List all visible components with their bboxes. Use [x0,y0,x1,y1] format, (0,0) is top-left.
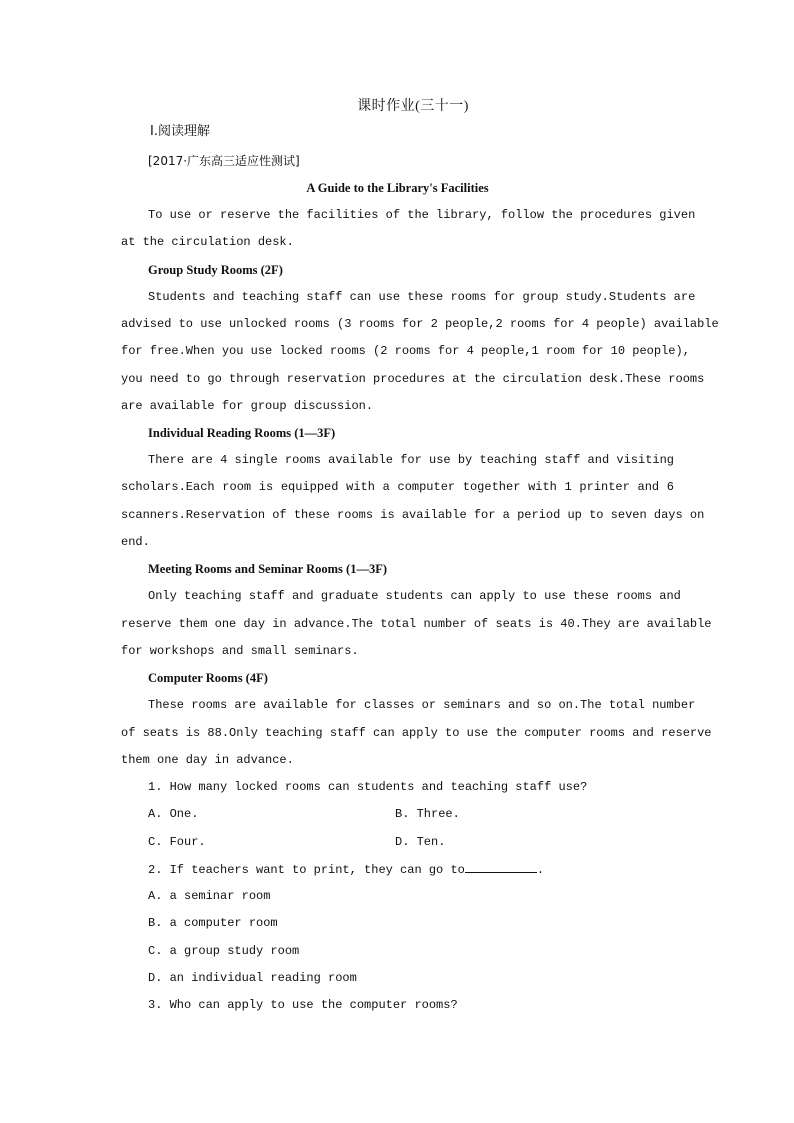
passage-title: A Guide to the Library's Facilities [306,181,489,195]
paragraph-line: them one day in advance. [121,753,294,767]
question-2-option-a: A. a seminar room [148,889,271,903]
question-1-option-d: D. Ten. [395,835,446,849]
question-1-option-a: A. One. [148,807,199,821]
intro-line-1: To use or reserve the facilities of the library, follow the procedures given [148,208,696,222]
question-1-option-b: B. Three. [395,807,460,821]
paragraph-line: scholars.Each room is equipped with a computer together with 1 printer and 6 [121,480,674,494]
question-2-option-b: B. a computer room [148,916,278,930]
paragraph-line: scanners.Reservation of these rooms is available for a period up to seven days on [121,508,705,522]
paragraph-line: end. [121,535,150,549]
section-heading: Ⅰ.阅读理解 [150,124,210,139]
paragraph-line: reserve them one day in advance.The total number of seats is 40.They are available [121,617,712,631]
paragraph-line: There are 4 single rooms available for use by teaching staff and visiting [148,453,674,467]
paragraph-line: for free.When you use locked rooms (2 rooms for 4 people,1 room for 10 people), [121,344,690,358]
question-2-option-c: C. a group study room [148,944,300,958]
paragraph-line: of seats is 88.Only teaching staff can apply to use the computer rooms and reserve [121,726,712,740]
source-note: [2017·广东高三适应性测试] [148,154,300,168]
paragraph-line: Students and teaching staff can use these rooms for group study.Students are [148,290,696,304]
paragraph-line: Only teaching staff and graduate students can apply to use these rooms and [148,589,681,603]
paragraph-line: you need to go through reservation procedures at the circulation desk.These rooms [121,372,705,386]
section-heading-computer-rooms: Computer Rooms (4F) [148,671,268,685]
question-2-stem [148,861,544,878]
section-heading-group-study: Group Study Rooms (2F) [148,263,283,277]
paragraph-line: for workshops and small seminars. [121,644,359,658]
page-title: 课时作业(三十一) [357,99,469,114]
paragraph-line: advised to use unlocked rooms (3 rooms for 2 people,2 rooms for 4 people) available [121,317,719,331]
answer-blank [465,861,537,873]
question-1-option-c: C. Four. [148,835,206,849]
intro-line-2: at the circulation desk. [121,235,294,249]
question-1-stem: 1. How many locked rooms can students and teaching staff use? [148,780,588,794]
section-heading-individual-reading: Individual Reading Rooms (1—3F) [148,426,336,440]
question-3-stem: 3. Who can apply to use the computer rooms? [148,998,458,1012]
question-2-stem-text: 2. If teachers want to print, they can go to [148,863,465,877]
paragraph-line: These rooms are available for classes or seminars and so on.The total number [148,698,696,712]
question-2-option-d: D. an individual reading room [148,971,357,985]
section-heading-meeting-rooms: Meeting Rooms and Seminar Rooms (1—3F) [148,562,387,576]
question-2-stem-end: . [536,863,545,877]
paragraph-line: are available for group discussion. [121,399,374,413]
